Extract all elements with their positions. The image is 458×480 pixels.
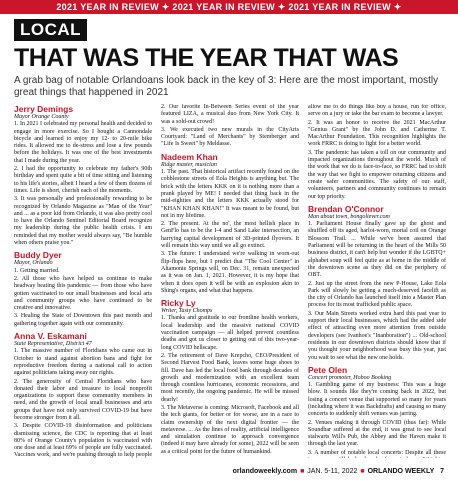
- body-paragraph: 1. The massive number of Floridians who came out in October to stand against abortion bans and fight for reproductive freedom during a national call to action against politicians taking away our rights.: [14, 348, 152, 377]
- contributor-role: Writer, Tasty Chomps: [161, 308, 213, 315]
- contributor-name: Buddy Dyer: [14, 250, 62, 261]
- body-paragraph: 2. Our favorite In-Between Series event of the year featured LIZA, a musical duo from New York City. It was a sold-out crowd!: [161, 104, 299, 125]
- contributor-role: Ridge master, musician: [161, 161, 217, 168]
- body-paragraph: 2. The generosity of Central Floridians who have donated their labor and treasure to local nonprofit organizations to support these community members in need, and the growth of local small businesses and arts groups that have not only survived COVID-19 but have become stronger from it all.: [14, 378, 152, 421]
- contributor-name: Jerry Demings: [14, 104, 74, 114]
- article-deck: A grab bag of notable Orlandoans look back in the key of 3: Here are the most important, mostly great things that happened in 2021: [14, 75, 439, 98]
- contributor-role: State Representative, District 47: [14, 341, 92, 348]
- body-paragraph: 3. The Metaverse is coming: Microsoft, Facebook and all the tech giants, for better or for worse, are in a race to claim ownership of the next digital frontier — the metaverse. ... As the lines of reality, artificial intelligence and simulation continue to approach convergence (indeed it may have already for some), 2022 will be seen as a critical point for the future of humankind.: [161, 404, 299, 455]
- body-paragraph: 2. Venues making it through COVID (thus far): While Soundbar suffered at the end, it was great to see local stalwarts Will's Pub, the Abbey and the Haven make it through the last year.: [308, 419, 446, 448]
- body-paragraph: 2. The present. At the no', the most hellish place in GenFlo has to be the I-4 and Sand Lake intersection, an harrying capital development of 3D-printed flyovers. It will remain this way until we all go extinct.: [161, 221, 299, 250]
- body-paragraph: 1. The past. That historical artifact recently found on the cobblestone streets of Eola Heights is anything but. The brick with the letters KKK on it is nothing more than a prank played by ME! I needed that thing back in the mid-eighties and the letters KKK actually stood for "KHAN KHAN KHAN!" It was meant to be found, but not in my lifetime.: [161, 169, 299, 219]
- contributor-name: Ricky Ly: [161, 298, 196, 309]
- column-3: [308, 104, 446, 458]
- body-paragraph: 3. The pandemic has taken a toll on our community and impacted organizations throughout the world. Much of the work that we do is face-to-face, so FRRC had to shift the way that we fight to empower returning citizens and create safer communities. The safety of our staff, volunteers, partners and community continues to remain our top priority.: [308, 149, 446, 200]
- body-paragraph: 1. Gambling game of my business: This was a huge blow. It sounds like they're coming back in 2022, but losing a concert venue that supported so many for years (including where it was Backdrafts) and causing so many concerts to suddenly shift venues was jarring.: [308, 382, 446, 418]
- page-number: 7: [440, 468, 444, 475]
- contributor-name: Nadeem Khan: [161, 151, 218, 162]
- body-paragraph: 3. It was personally and professionally rewarding to be recognized by Orlando Magazine as "Man of the Year" and ... as a poor kid from Orlando, it was also pretty cool to have the Orlando Sentinel Editorial Board recognize my leadership during the public health crisis. I am reminded that my mother would always say, "Be humble when others praise you.": [14, 196, 152, 247]
- body-paragraph: 1. Parliament House finally gave up the ghost and shuffled off its aged, harlot-worn, mortal coil on Orange Blossom Trail. ... While we've been assured that Parliament will be returning in the heart of the Mills 50 business district, it can't help but wonder if the LGBTQ+ alphabet soup will feel quite as at home in the middle of the downtown scene as they did on the periphery of OBT.: [308, 221, 446, 279]
- contributor-role: Concert promoter, Hoboo Booking: [308, 374, 392, 381]
- contributor-entry: [308, 365, 446, 458]
- body-paragraph: 1. In 2021 I celebrated my personal health and decided to engage in more exercise. So I bought a Cannondale bicycle and learned to enjoy my 12- to 20-mile bike rides. It allowed me to de-stress and lose a few pounds before the holidays. It was one of the best investments that I made during the year.: [14, 121, 152, 164]
- contributor-role: Man about town, bongoliever.com: [308, 213, 390, 220]
- footer-issue-date: JAN. 5-11, 2022: [307, 468, 358, 475]
- contributor-name: Anna V. Eskamani: [14, 331, 87, 342]
- article-body: [14, 104, 446, 458]
- footer-publication: ORLANDO WEEKLY: [367, 468, 435, 475]
- body-paragraph: 3. Despite COVID-19 disinformation and politicians dismissing science, the CDC is reporting that at least 80% of Orange County's population is vaccinated with one dose and at least 69% of people are fully vaccinated. Vaccines work, and we're pushing through to help people: [14, 423, 152, 458]
- body-paragraph: 2. The retirement of Dave Krepcho, CEO/President of Second Harvest Food Bank, leaves some huge shoes to fill. Dave has led the local food bank through decades of growth and modernization with an excellent team through countless hurricanes, economic recessions, and most recently, the ongoing pandemic. He will be missed dearly!: [161, 352, 299, 403]
- contributor-entry: [161, 152, 299, 295]
- page-footer: orlandoweekly.com ■ JAN. 5-11, 2022 ■ ORLANDO WEEKLY 7: [232, 468, 444, 475]
- body-paragraph: 1. Thanks and gratitude to our frontline health workers, local leadership and the massive national COVID vaccination campaign — all helped prevent countless deaths and got us closer to getting out of this two-year-long COVID hellscape.: [161, 315, 299, 351]
- body-paragraph: 2. I had the opportunity to celebrate my father's 90th birthday and spent quite a bit of time sitting and listening to his life's stories, albeit I heard a few of them dozens of times. Life is short, cherish each of the moments.: [14, 166, 152, 194]
- contributor-name: Pete Olen: [308, 364, 348, 375]
- body-paragraph: 3. We executed two new murals in the CityArts Courtyard: "Land of Merchants" by Stemberger and "Life Is Sweet" by Meldasse.: [161, 126, 299, 148]
- body-paragraph: 2. All those who have helped us continue to make headway beating this pandemic — from those who have gotten vaccinated to our small businesses and local arts and community groups who have continued to be creative and innovative.: [14, 275, 152, 312]
- body-paragraph: 3. The future: I understand we're walking in worn-out flip-flops here, but I predict that "The Cool Center" in Altamonte Springs will, on Dec. 31, remain unexpected as it was on Jan. 1, 2021. However, it is my hope that when it does open it will be with an explosion akin to Shing's organs, and what that happens.: [161, 251, 299, 294]
- body-paragraph: 2. Just up the street from the new P-House, Lake Eola Park will slowly be getting a much-deserved facelift as the city of Orlando has launched itself into a Master Plan process for its most trafficked public space.: [308, 280, 446, 309]
- contributor-entry: [14, 331, 152, 458]
- body-paragraph: 1. Getting married.: [14, 267, 60, 274]
- contributor-entry: [14, 250, 152, 328]
- contributor-entry: [308, 204, 446, 362]
- contributor-name: Brendan O'Connor: [308, 203, 384, 214]
- contributor-role: Mayor, Orlando: [14, 260, 53, 267]
- contributor-entry: [14, 104, 152, 247]
- contributor-role: Mayor Orange County: [14, 114, 69, 120]
- contributor-entry: [161, 298, 299, 456]
- column-1: [14, 104, 152, 458]
- footer-site[interactable]: orlandoweekly.com: [232, 468, 298, 475]
- body-paragraph: 3. Healing the State of Downtown this past month and gathering together again with our community.: [14, 313, 152, 327]
- year-in-review-banner: 2021 YEAR IN REVIEW ✦ 2021 YEAR IN REVIEW ✦ 2021 YEAR IN REVIEW ✦: [0, 0, 458, 14]
- column-2: [161, 104, 299, 458]
- body-paragraph: allow me to do things like buy a house, run for office, serve on a jury or take the bar exam to become a lawyer.: [308, 104, 446, 118]
- section-label: LOCAL: [14, 19, 87, 41]
- contributor-entry: [308, 104, 446, 201]
- body-paragraph: 3. A number of notable local concerts: Despite all these: [308, 449, 446, 456]
- article-headline: THAT WAS THE YEAR THAT WAS: [14, 44, 399, 72]
- contributor-entry: [161, 104, 299, 149]
- body-paragraph: 2. It was an honor to receive the 2021 MacArthur "Genius Grant" by the John D. and Catherine T. MacArthur Foundation. This recognition highlights the work FRRC is doing to fight for a better world.: [308, 119, 446, 148]
- body-paragraph: 3. Our Main Streets worked extra hard this past year to support their local businesses, which had the added side effect of attracting even more attention from outside developers (see Ivanhoe's "Inanboration") ... Old-school residents in our downtown districts should know that if you thought your neighborhood was busy this year, just you wait to see what the new one holds.: [308, 310, 446, 361]
